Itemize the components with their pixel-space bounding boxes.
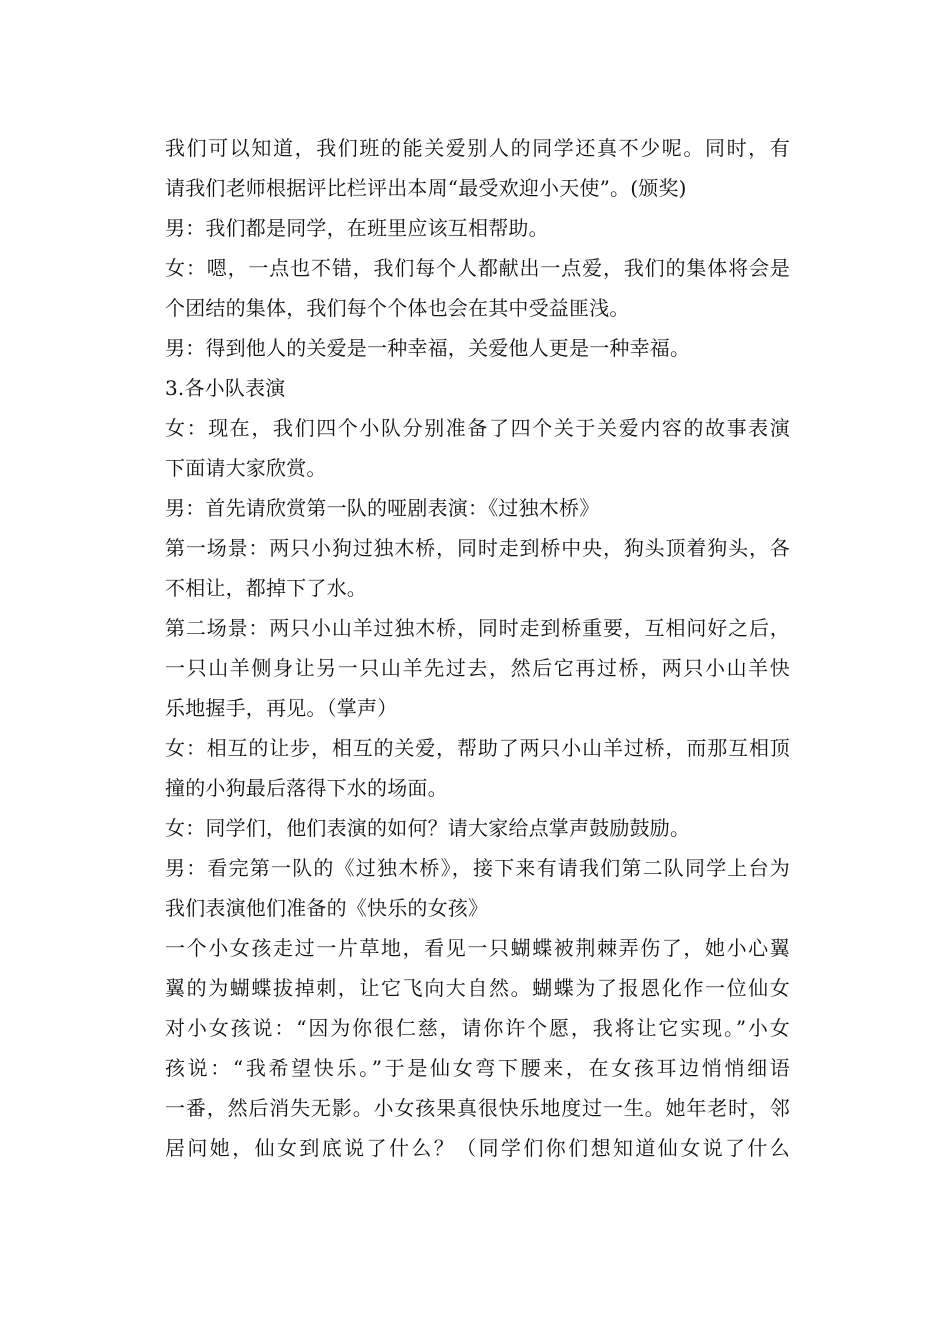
text-line: 对小女孩说：“因为你很仁慈，请你许个愿，我将让它实现。”小女: [165, 1016, 790, 1040]
text-line: 女：现在，我们四个小队分别准备了四个关于关爱内容的故事表演: [165, 416, 790, 440]
text-line: 请我们老师根据评比栏评出本周“最受欢迎小天使”。(颁奖): [165, 176, 687, 200]
text-line: 第一场景：两只小狗过独木桥，同时走到桥中央，狗头顶着狗头，各: [165, 536, 790, 560]
text-line: 女：同学们，他们表演的如何？请大家给点掌声鼓励鼓励。: [165, 816, 691, 840]
text-line: 翼的为蝴蝶拔掉刺，让它飞向大自然。蝴蝶为了报恩化作一位仙女: [165, 976, 790, 1000]
text-line: 第二场景：两只小山羊过独木桥，同时走到桥重要，互相问好之后，: [165, 616, 790, 640]
document-body: [165, 128, 790, 1168]
text-line: 男：得到他人的关爱是一种幸福，关爱他人更是一种幸福。: [165, 336, 691, 360]
text-line: 男：首先请欣赏第一队的哑剧表演：《过独木桥》: [165, 496, 600, 520]
text-line: 下面请大家欣赏。: [165, 456, 327, 480]
text-line: 撞的小狗最后落得下水的场面。: [165, 776, 448, 800]
text-line: 男：我们都是同学，在班里应该互相帮助。: [165, 216, 549, 240]
text-line: 孩说：“我希望快乐。”于是仙女弯下腰来，在女孩耳边悄悄细语: [165, 1056, 790, 1080]
text-line: 男：看完第一队的《过独木桥》，接下来有请我们第二队同学上台为: [165, 856, 790, 880]
text-line: 乐地握手，再见。（掌声）: [165, 696, 398, 720]
text-line: 我们可以知道，我们班的能关爱别人的同学还真不少呢。同时，有: [165, 136, 790, 160]
text-line: 我们表演他们准备的《快乐的女孩》: [165, 896, 489, 920]
text-line: 3.各小队表演: [165, 376, 286, 400]
text-line: 一个小女孩走过一片草地，看见一只蝴蝶被荆棘弄伤了，她小心翼: [165, 936, 790, 960]
text-line: 不相让，都掉下了水。: [165, 576, 367, 600]
text-line: 一只山羊侧身让另一只山羊先过去，然后它再过桥，两只小山羊快: [165, 656, 790, 680]
text-line: 个团结的集体，我们每个个体也会在其中受益匪浅。: [165, 296, 630, 320]
text-line: 女：嗯，一点也不错，我们每个人都献出一点爱，我们的集体将会是: [165, 256, 790, 280]
text-line: 女：相互的让步，相互的关爱，帮助了两只小山羊过桥，而那互相顶: [165, 736, 790, 760]
text-line: 一番，然后消失无影。小女孩果真很快乐地度过一生。她年老时，邻: [165, 1096, 790, 1120]
text-line: 居问她，仙女到底说了什么？（同学们你们想知道仙女说了什么: [165, 1136, 790, 1160]
